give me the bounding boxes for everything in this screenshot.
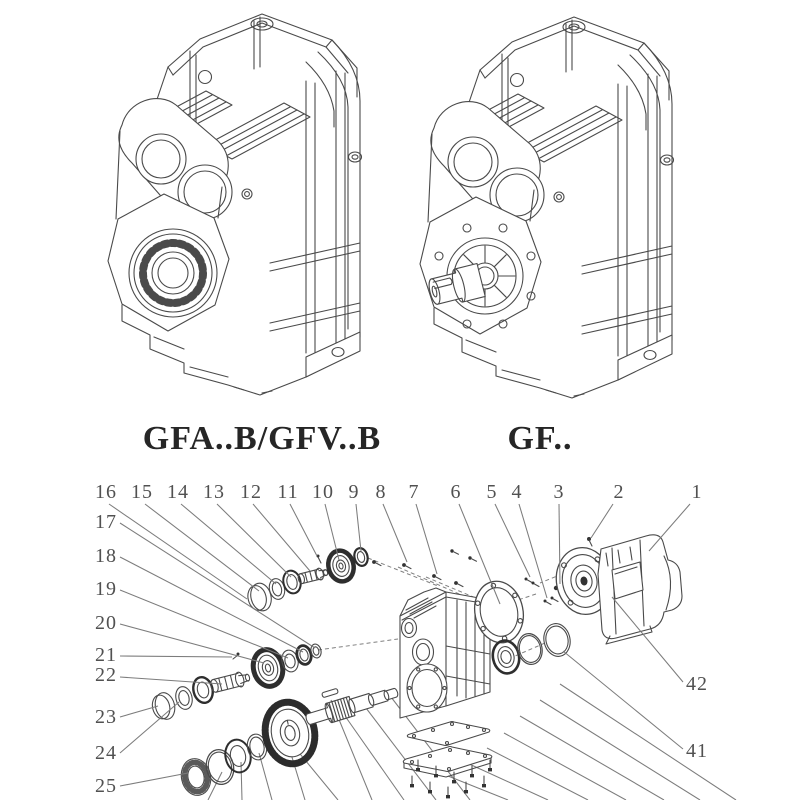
pinion-shaft — [297, 566, 329, 585]
shaft-key — [322, 688, 339, 697]
callout-number-23: 23 — [95, 706, 117, 728]
intermediate-shaft-assembly — [150, 643, 323, 722]
callout-number-21: 21 — [95, 644, 117, 666]
callout-number-17: 17 — [95, 511, 117, 533]
output-gear — [260, 698, 321, 769]
callout-number-7: 7 — [408, 481, 420, 503]
callout-number-8: 8 — [375, 481, 387, 503]
callout-number-4: 4 — [511, 481, 523, 503]
callout-number-14: 14 — [167, 481, 189, 503]
leader-line-11 — [290, 504, 317, 556]
leader-line-6 — [459, 504, 500, 604]
flange-screw — [587, 537, 592, 546]
callout-number-19: 19 — [95, 578, 117, 600]
bearing-small — [295, 644, 313, 666]
leader-line-2 — [591, 504, 613, 538]
leader-line-16 — [109, 504, 247, 599]
leader-line-9 — [356, 504, 361, 551]
figure-label-gfab-gfvb: GFA..B/GFV..B — [142, 420, 382, 457]
leader-line-15 — [145, 504, 259, 591]
leader-line-18 — [120, 557, 303, 652]
leader-line-7 — [416, 504, 437, 574]
hollow-shaft-bearing — [129, 229, 217, 317]
leader-line-21 — [120, 656, 232, 657]
leader-line-23 — [120, 706, 158, 717]
callout-number-5: 5 — [486, 481, 498, 503]
leader-line-12 — [253, 504, 310, 571]
leader-line-1 — [649, 504, 690, 551]
output-shaft — [304, 683, 401, 730]
o-ring — [541, 621, 573, 659]
callout-number-22: 22 — [95, 664, 117, 686]
callout-number-1: 1 — [691, 481, 703, 503]
callout-number-12: 12 — [240, 481, 262, 503]
callout-number-10: 10 — [312, 481, 334, 503]
callout-number-2: 2 — [613, 481, 625, 503]
callout-number-9: 9 — [348, 481, 360, 503]
callout-number-41: 41 — [686, 740, 708, 762]
pinion-shaft — [209, 670, 251, 694]
callout-number-24: 24 — [95, 742, 117, 764]
electric-motor — [551, 535, 682, 644]
flange-bearing — [490, 638, 522, 676]
exploded-view — [95, 481, 736, 800]
input-gear — [325, 548, 357, 584]
leader-line-24 — [120, 702, 179, 753]
callout-number-11: 11 — [277, 481, 299, 503]
figure-gf-drawing — [420, 17, 674, 398]
callout-number-20: 20 — [95, 612, 117, 634]
callout-number-3: 3 — [553, 481, 565, 503]
input-shaft-assembly — [245, 547, 369, 614]
intermediate-gear — [249, 647, 286, 690]
callout-number-42: 42 — [686, 673, 708, 695]
gasket — [407, 722, 489, 746]
callout-number-6: 6 — [450, 481, 462, 503]
oil-seal — [173, 685, 194, 711]
callout-number-16: 16 — [95, 481, 117, 503]
callout-number-15: 15 — [131, 481, 153, 503]
motor-body — [598, 535, 682, 644]
leader-line-25 — [120, 773, 188, 786]
callout-number-25: 25 — [95, 775, 117, 797]
leader-line-8 — [383, 504, 407, 562]
bottom-cover — [403, 747, 491, 778]
leader-line-5 — [495, 504, 530, 577]
callout-number-13: 13 — [203, 481, 225, 503]
leader-line-41 — [563, 651, 683, 749]
figure-gfab-gfvb-drawing — [108, 14, 362, 395]
bearing — [191, 675, 216, 705]
figure-label-gf: GF.. — [507, 420, 573, 457]
callout-number-18: 18 — [95, 545, 117, 567]
